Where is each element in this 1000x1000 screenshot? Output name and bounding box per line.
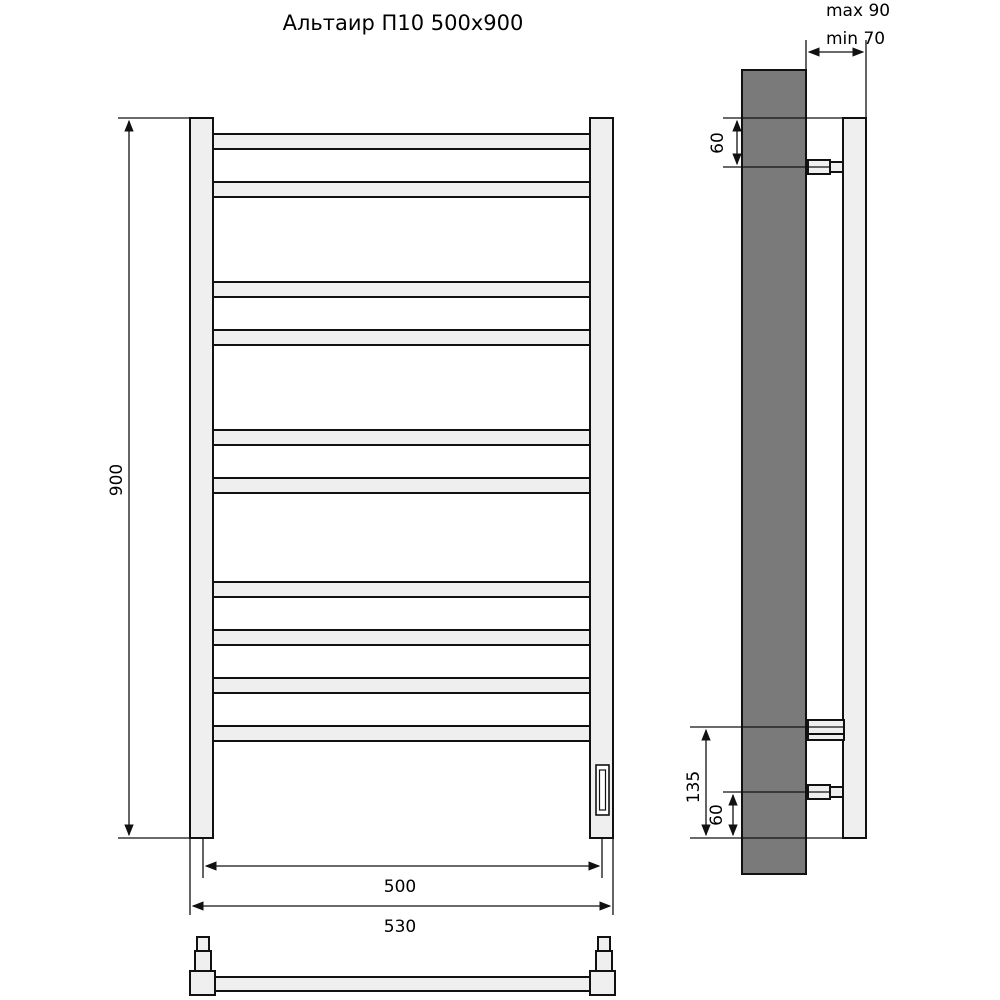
crossbar <box>213 330 590 345</box>
left-upright <box>190 118 213 838</box>
outer-width-label: 530 <box>383 917 417 937</box>
heater-connector <box>808 720 844 740</box>
height-label: 900 <box>107 463 127 497</box>
crossbar <box>213 478 590 493</box>
top-left-mount-cap <box>197 937 209 951</box>
height-dimension <box>107 118 190 838</box>
crossbars <box>213 134 590 741</box>
front-view <box>107 118 613 937</box>
bottom-offset-label: 60 <box>707 804 727 826</box>
top-crossbar <box>215 977 590 991</box>
wall <box>742 70 806 874</box>
top-right-upright <box>590 971 615 995</box>
side-view <box>684 1 890 874</box>
crossbar <box>213 182 590 197</box>
side-rail <box>843 118 866 838</box>
crossbar <box>213 582 590 597</box>
top-offset-label: 60 <box>708 132 728 154</box>
inner-width-label: 500 <box>383 877 417 897</box>
top-view <box>190 937 615 995</box>
depth-max-label: max 90 <box>826 1 891 21</box>
crossbar <box>213 678 590 693</box>
inner-width-dimension <box>203 838 602 897</box>
crossbar <box>213 726 590 741</box>
crossbar <box>213 282 590 297</box>
top-left-mount-post <box>195 951 211 971</box>
bottom-mount-label: 135 <box>684 770 704 804</box>
crossbar <box>213 430 590 445</box>
top-left-upright <box>190 971 215 995</box>
control-switch-inner <box>600 770 606 810</box>
drawing-title: Альтаир П10 500х900 <box>282 11 524 35</box>
crossbar <box>213 134 590 149</box>
right-upright <box>590 118 613 838</box>
top-right-mount-cap <box>598 937 610 951</box>
top-right-mount-post <box>596 951 612 971</box>
crossbar <box>213 630 590 645</box>
depth-dimension <box>806 1 890 118</box>
depth-min-label: min 70 <box>826 29 886 49</box>
